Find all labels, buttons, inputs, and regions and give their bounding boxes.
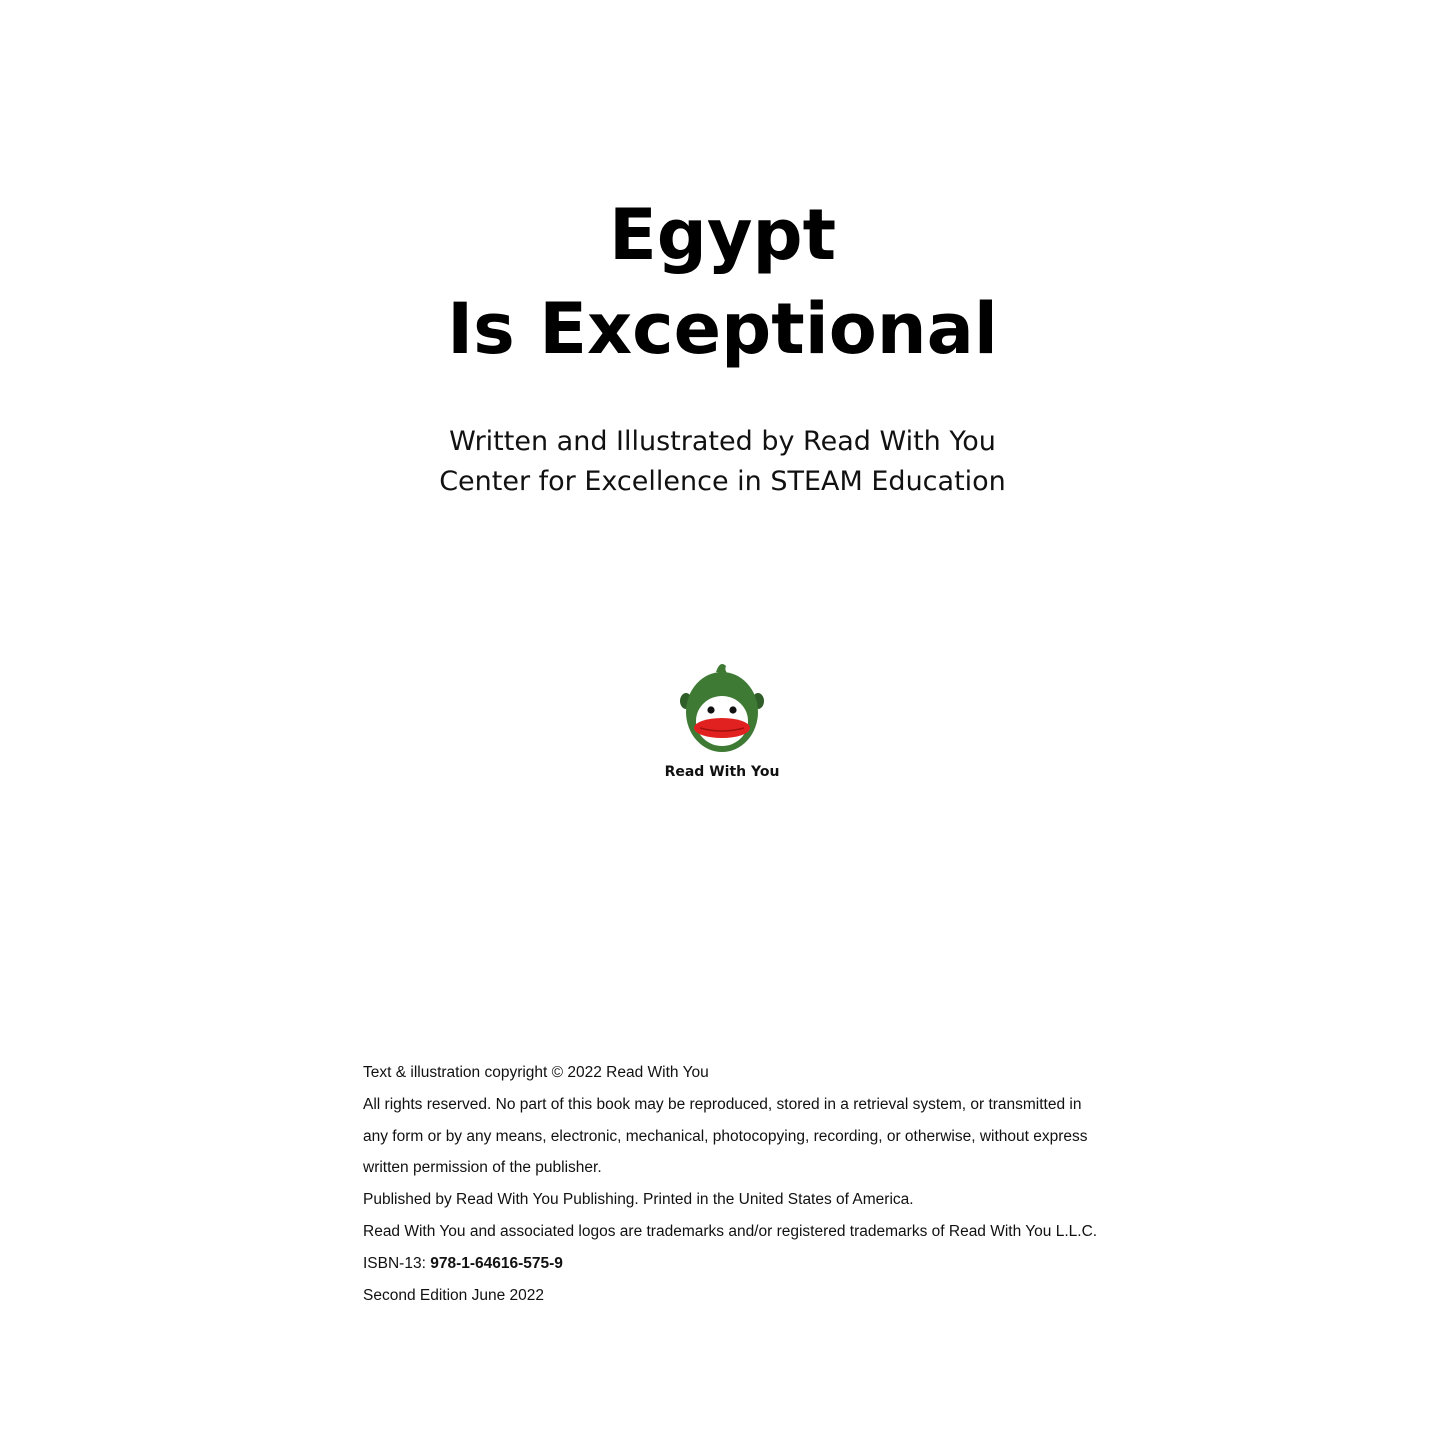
byline [0,422,1445,502]
isbn-value: 978-1-64616-575-9 [430,1254,563,1272]
sock-monkey-icon [680,660,764,760]
publisher-logo [662,660,782,785]
rights-reserved-line: written permission of the publisher. [363,1159,602,1177]
rights-reserved-line: All rights reserved. No part of this book may be reproduced, stored in a retrieval system, or transmitted in [363,1095,1082,1113]
book-title [0,188,1445,376]
copyright-notice [363,1057,1103,1311]
trademark-line: Read With You and associated logos are trademarks and/or registered trademarks of Read With You L.L.C. [363,1222,1098,1240]
publisher-line: Published by Read With You Publishing. Printed in the United States of America. [363,1191,914,1209]
isbn-line [363,1248,1103,1280]
rights-reserved-line: any form or by any means, electronic, mechanical, photocopying, recording, or otherwise, without express [363,1127,1088,1145]
isbn-label: ISBN-13: [363,1254,431,1272]
byline-line-2: Center for Excellence in STEAM Education [439,466,1006,497]
edition-line: Second Edition June 2022 [363,1286,544,1304]
logo-text: Read With You [664,764,780,780]
title-line-2: Is Exceptional [447,288,998,370]
title-line-1: Egypt [608,194,837,276]
copyright-line: Text & illustration copyright © 2022 Read With You [363,1064,709,1081]
byline-line-1: Written and Illustrated by Read With You [449,426,996,457]
